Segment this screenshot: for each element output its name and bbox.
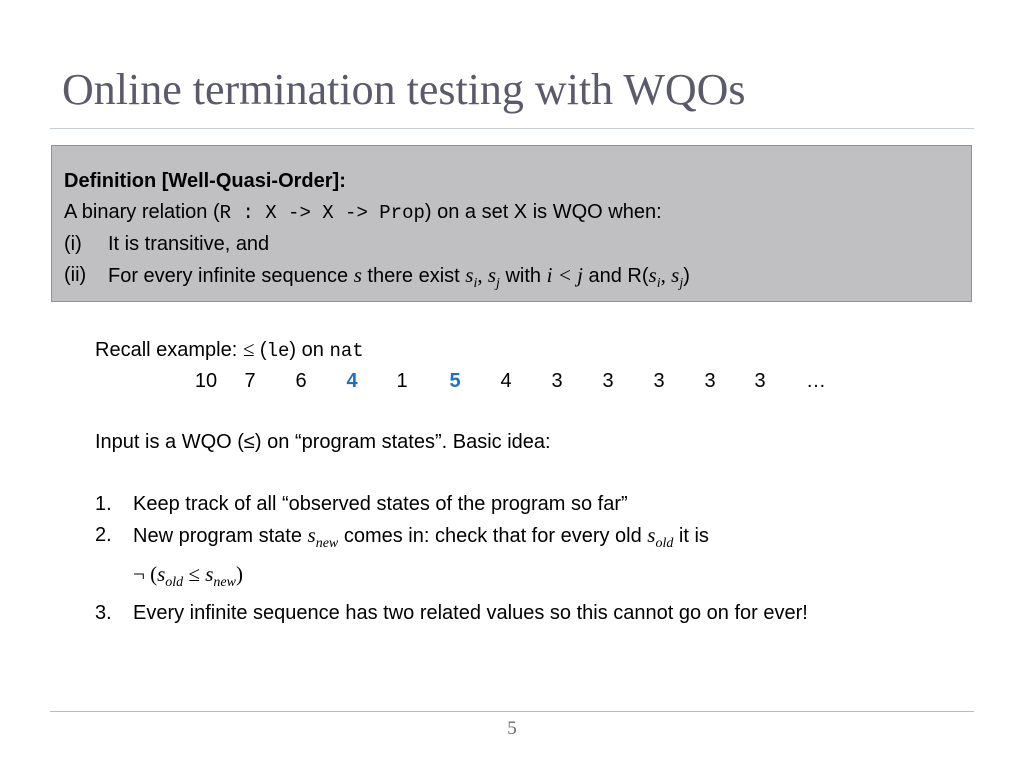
sequence-value: 4 bbox=[500, 370, 512, 392]
list-text: Keep track of all “observed states of the program so far” bbox=[133, 493, 628, 515]
math-close-paren: ) bbox=[235, 562, 243, 587]
relation-code: R : X -> X -> Prop bbox=[219, 202, 425, 224]
math-le: ≤ bbox=[183, 562, 206, 587]
math-si: $s_i$ bbox=[648, 263, 661, 292]
definition-text: ) on a set X is WQO when: bbox=[424, 201, 662, 223]
sequence-value: 6 bbox=[295, 370, 307, 392]
page-number: 5 bbox=[507, 718, 517, 739]
sequence-value: 3 bbox=[704, 370, 716, 392]
definition-item-1 bbox=[64, 229, 959, 260]
slide-title: Online termination testing with WQOs bbox=[62, 65, 746, 114]
item-number: (i) bbox=[64, 233, 82, 255]
sequence-value: 3 bbox=[551, 370, 563, 392]
list-number: 2. bbox=[95, 524, 112, 546]
math-negation: ¬ ( bbox=[133, 562, 158, 587]
sequence-value: 3 bbox=[653, 370, 665, 392]
list-item bbox=[95, 520, 975, 598]
recall-text: ) on bbox=[289, 339, 330, 361]
sequence-value: 3 bbox=[754, 370, 766, 392]
definition-heading: Definition [Well-Quasi-Order]: bbox=[64, 170, 346, 192]
definition-line bbox=[64, 197, 959, 229]
list-text: New program state bbox=[133, 525, 308, 547]
math-sj: $s_j$ bbox=[487, 263, 500, 292]
le-symbol: ≤ bbox=[242, 337, 255, 361]
math-comma: , bbox=[660, 263, 672, 287]
title-divider bbox=[50, 128, 974, 129]
math-s: s bbox=[353, 263, 362, 287]
list-text: comes in: check that for every old bbox=[338, 525, 648, 547]
input-line: Input is a WQO (≤) on “program states”. Basic idea: bbox=[95, 431, 551, 453]
list-item bbox=[95, 489, 975, 520]
footer-divider bbox=[50, 711, 974, 712]
math-s-new: $s_{new}$ bbox=[307, 523, 339, 552]
math-s-old: $s_{old}$ bbox=[647, 523, 674, 552]
math-s-old: $s_{old}$ bbox=[157, 562, 184, 591]
list-text: Every infinite sequence has two related values so this cannot go on for ever! bbox=[133, 602, 808, 625]
item-text: ) bbox=[683, 265, 690, 287]
math-s-new: $s_{new}$ bbox=[205, 562, 236, 591]
definition-text: A binary relation ( bbox=[64, 201, 220, 223]
item-number: (ii) bbox=[64, 264, 87, 286]
list-text: it is bbox=[673, 525, 709, 547]
item-text: and R( bbox=[582, 265, 649, 287]
sequence-value-highlighted: 5 bbox=[449, 370, 461, 392]
example-sequence bbox=[0, 366, 1024, 396]
list-number: 3. bbox=[95, 602, 112, 625]
math-sj: $s_j$ bbox=[671, 263, 684, 292]
item-text: It is transitive, and bbox=[108, 233, 270, 255]
sequence-value: 10 bbox=[194, 370, 218, 392]
list-item bbox=[95, 598, 975, 629]
math-si: $s_i$ bbox=[465, 263, 478, 292]
recall-label: Recall example: bbox=[95, 339, 243, 361]
nat-code: nat bbox=[329, 340, 364, 362]
sequence-value: 7 bbox=[244, 370, 256, 392]
math-comma: , bbox=[477, 263, 488, 287]
item-text: with bbox=[499, 265, 547, 287]
sequence-value: 1 bbox=[396, 370, 408, 392]
sequence-value: 3 bbox=[602, 370, 614, 392]
math-i-lt-j: i < j bbox=[546, 263, 583, 287]
idea-list bbox=[95, 489, 975, 629]
definition-box bbox=[51, 145, 972, 302]
sequence-value: … bbox=[806, 370, 826, 392]
le-code: le bbox=[266, 340, 290, 362]
definition-item-2 bbox=[64, 260, 959, 299]
recall-line bbox=[95, 334, 364, 366]
item-text: there exist bbox=[361, 265, 466, 287]
sequence-value-highlighted: 4 bbox=[346, 370, 358, 392]
recall-text: ( bbox=[254, 339, 267, 361]
item-text: For every infinite sequence bbox=[108, 265, 354, 287]
list-number: 1. bbox=[95, 493, 112, 515]
